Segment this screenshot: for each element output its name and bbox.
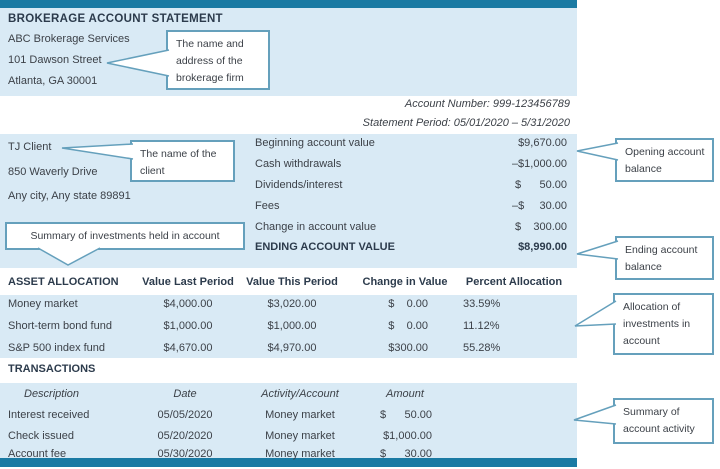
statement-title: BROKERAGE ACCOUNT STATEMENT bbox=[8, 13, 223, 25]
callout-activity bbox=[613, 398, 714, 444]
asset-allocation-title: ASSET ALLOCATION bbox=[8, 276, 119, 288]
callout-allocation-label: Allocation of investments in account bbox=[623, 301, 691, 347]
asset-name: S&P 500 index fund bbox=[8, 342, 106, 354]
client-street: 850 Waverly Drive bbox=[8, 166, 98, 178]
summary-label: ENDING ACCOUNT VALUE bbox=[255, 241, 395, 254]
summary-row bbox=[255, 158, 567, 179]
firm-city: Atlanta, GA 30001 bbox=[8, 75, 98, 87]
asset-this-period: $3,020.00 bbox=[267, 298, 317, 310]
callout-opening-balance-label: Opening account balance bbox=[625, 146, 705, 175]
transaction-amount: $ 30.00 bbox=[380, 448, 432, 460]
pointer-allocation bbox=[575, 301, 616, 326]
pointer-activity bbox=[574, 405, 616, 424]
summary-label: Dividends/interest bbox=[255, 178, 343, 191]
column-header-description: Description bbox=[24, 388, 80, 400]
firm-name: ABC Brokerage Services bbox=[8, 33, 130, 45]
summary-row bbox=[255, 179, 567, 200]
callout-investments-summary bbox=[5, 222, 245, 250]
summary-amount: $ 50.00 bbox=[515, 178, 567, 191]
transaction-date: 05/30/2020 bbox=[157, 448, 213, 460]
asset-this-period: $4,970.00 bbox=[267, 342, 317, 354]
asset-percent: 11.12% bbox=[463, 320, 500, 332]
column-header-change-in-value: Change in Value bbox=[362, 276, 448, 288]
column-header-activity-account: Activity/Account bbox=[261, 388, 339, 400]
summary-label: Change in account value bbox=[255, 220, 377, 233]
client-name: TJ Client bbox=[8, 141, 52, 153]
callout-investments-summary-label: Summary of investments held in account bbox=[30, 230, 220, 242]
summary-amount: $8,990.00 bbox=[518, 241, 567, 254]
top-rule bbox=[0, 0, 577, 8]
summary-amount: $ 300.00 bbox=[515, 220, 567, 233]
callout-client-name-label: The name of the client bbox=[140, 148, 217, 177]
callout-allocation bbox=[613, 293, 714, 355]
column-header-amount: Amount bbox=[386, 388, 424, 400]
account-summary bbox=[255, 137, 567, 262]
column-header-value-last-period: Value Last Period bbox=[142, 276, 234, 288]
summary-amount: $9,670.00 bbox=[518, 137, 567, 149]
summary-label: Beginning account value bbox=[255, 137, 375, 149]
summary-row bbox=[255, 200, 567, 221]
transaction-amount: $ 50.00 bbox=[380, 409, 432, 421]
client-city: Any city, Any state 89891 bbox=[8, 190, 131, 202]
asset-last-period: $4,670.00 bbox=[163, 342, 213, 354]
asset-name: Short-term bond fund bbox=[8, 320, 112, 332]
transaction-date: 05/05/2020 bbox=[157, 409, 213, 421]
callout-ending-balance-label: Ending account balance bbox=[625, 244, 698, 273]
summary-amount: –$ 30.00 bbox=[511, 199, 567, 212]
firm-street: 101 Dawson Street bbox=[8, 54, 102, 66]
summary-amount: –$1,000.00 bbox=[511, 157, 567, 170]
summary-row-ending-value bbox=[255, 241, 567, 262]
callout-client-name bbox=[130, 140, 235, 182]
statement-period: Statement Period: 05/01/2020 – 5/31/2020 bbox=[362, 117, 570, 129]
callout-opening-balance bbox=[615, 138, 714, 182]
account-number: Account Number: 999-123456789 bbox=[404, 98, 570, 110]
asset-change: $ 0.00 bbox=[388, 320, 428, 332]
asset-percent: 55.28% bbox=[463, 342, 501, 354]
summary-row bbox=[255, 221, 567, 242]
transaction-description: Account fee bbox=[8, 448, 67, 460]
callout-ending-balance bbox=[615, 236, 714, 280]
callout-firm-address bbox=[166, 30, 270, 90]
summary-label: Cash withdrawals bbox=[255, 157, 342, 170]
transactions-title: TRANSACTIONS bbox=[8, 363, 96, 375]
transaction-description: Check issued bbox=[8, 430, 75, 442]
pointer-ending bbox=[577, 241, 618, 259]
asset-this-period: $1,000.00 bbox=[267, 320, 317, 332]
column-header-percent-allocation: Percent Allocation bbox=[465, 276, 563, 288]
asset-change: $300.00 bbox=[388, 342, 428, 354]
asset-last-period: $4,000.00 bbox=[163, 298, 213, 310]
transaction-amount: $1,000.00 bbox=[383, 430, 432, 442]
transaction-activity: Money market bbox=[265, 448, 335, 460]
asset-percent: 33.59% bbox=[463, 298, 501, 310]
pointer-opening bbox=[577, 143, 618, 160]
summary-label: Fees bbox=[255, 199, 280, 212]
column-header-date: Date bbox=[173, 388, 197, 400]
transaction-date: 05/20/2020 bbox=[157, 430, 213, 442]
asset-name: Money market bbox=[8, 298, 78, 310]
transaction-activity: Money market bbox=[265, 430, 335, 442]
callout-activity-label: Summary of account activity bbox=[623, 406, 695, 435]
summary-row bbox=[255, 137, 567, 158]
column-header-value-this-period: Value This Period bbox=[246, 276, 338, 288]
transaction-activity: Money market bbox=[265, 409, 335, 421]
asset-last-period: $1,000.00 bbox=[163, 320, 213, 332]
transaction-description: Interest received bbox=[8, 409, 90, 421]
asset-change: $ 0.00 bbox=[388, 298, 428, 310]
callout-firm-address-label: The name and address of the brokerage firm bbox=[176, 38, 244, 84]
